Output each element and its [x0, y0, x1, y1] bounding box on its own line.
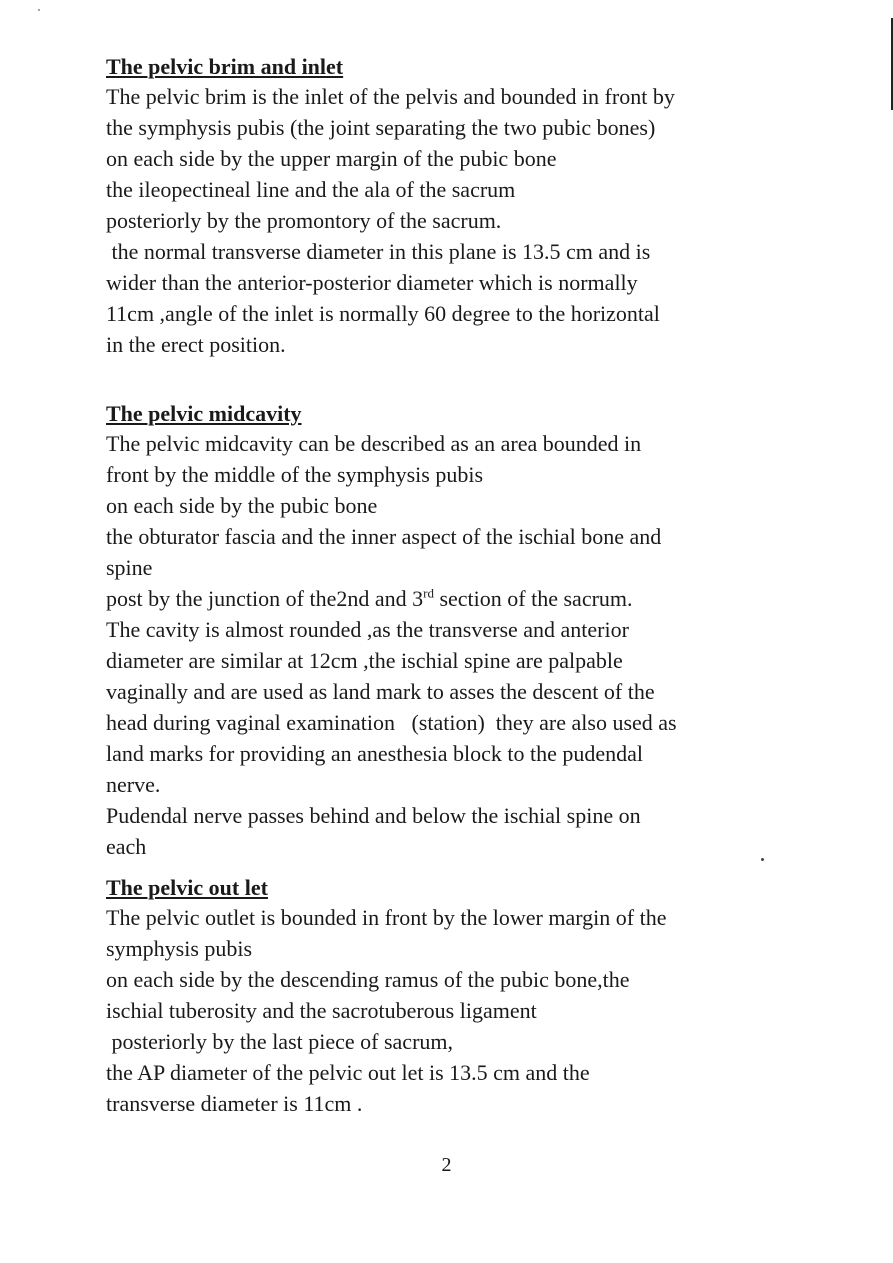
body-line: transverse diameter is 11cm .	[106, 1091, 363, 1116]
body-line: The pelvic brim is the inlet of the pelvis and bounded in front by	[106, 84, 675, 109]
body-line: The pelvic outlet is bounded in front by the lower margin of the	[106, 905, 667, 930]
body-line: front by the middle of the symphysis pubis	[106, 462, 484, 487]
body-line: spine	[106, 555, 153, 580]
body-line: on each side by the descending ramus of the pubic bone,the	[106, 967, 630, 992]
body-line: The pelvic midcavity can be described as an area bounded in	[106, 431, 642, 456]
body-line: on each side by the upper margin of the pubic bone	[106, 146, 557, 171]
body-line: nerve.	[106, 772, 161, 797]
body-line-text: section of the sacrum.	[433, 586, 633, 611]
scan-speck	[38, 9, 40, 11]
page-number: 2	[441, 1154, 452, 1176]
body-line: in the erect position.	[106, 332, 286, 357]
body-line: wider than the anterior-posterior diameter which is normally	[106, 270, 638, 295]
body-line: diameter are similar at 12cm ,the ischial spine are palpable	[106, 648, 623, 673]
body-line: posteriorly by the promontory of the sacrum.	[106, 208, 502, 233]
body-line	[106, 583, 776, 614]
body-line: symphysis pubis	[106, 936, 253, 961]
body-line: posteriorly by the last piece of sacrum,	[106, 1029, 454, 1054]
section-heading: The pelvic out let	[106, 875, 268, 900]
body-line: the symphysis pubis (the joint separating the two pubic bones)	[106, 115, 656, 140]
section-heading: The pelvic brim and inlet	[106, 54, 344, 79]
body-line: vaginally and are used as land mark to asses the descent of the	[106, 679, 655, 704]
body-line: land marks for providing an anesthesia block to the pudendal	[106, 741, 644, 766]
body-line: the AP diameter of the pelvic out let is 13.5 cm and the	[106, 1060, 590, 1085]
superscript: rd	[423, 585, 434, 601]
section-pelvic-midcavity	[106, 400, 776, 862]
body-line: the obturator fascia and the inner aspect of the ischial bone and	[106, 524, 662, 549]
body-line: head during vaginal examination (station) they are also used as	[106, 710, 677, 735]
body-line: the normal transverse diameter in this plane is 13.5 cm and is	[106, 239, 651, 264]
body-line: ischial tuberosity and the sacrotuberous ligament	[106, 998, 537, 1023]
section-heading: The pelvic midcavity	[106, 401, 302, 426]
body-line-text: post by the junction of the2nd and 3	[106, 586, 424, 611]
section-pelvic-brim	[106, 53, 776, 360]
body-line: Pudendal nerve passes behind and below the ischial spine on	[106, 803, 641, 828]
body-line: each	[106, 834, 147, 859]
body-line: The cavity is almost rounded ,as the transverse and anterior	[106, 617, 629, 642]
body-line: 11cm ,angle of the inlet is normally 60 degree to the horizontal	[106, 301, 660, 326]
section-pelvic-outlet	[106, 874, 776, 1119]
body-line: on each side by the pubic bone	[106, 493, 378, 518]
body-line: the ileopectineal line and the ala of the sacrum	[106, 177, 516, 202]
